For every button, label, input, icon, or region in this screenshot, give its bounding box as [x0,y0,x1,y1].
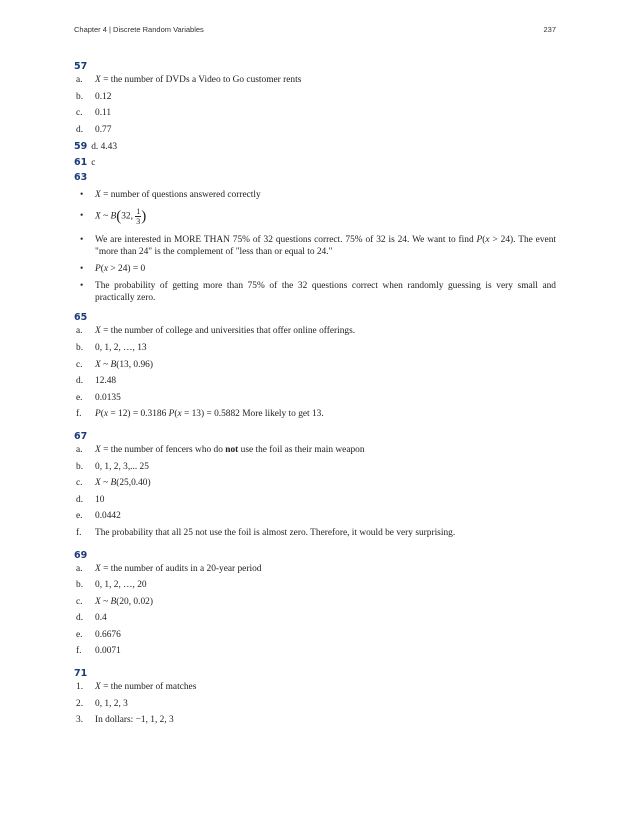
variable: X [95,75,101,85]
text: ~ [100,478,111,489]
question-71-header [74,668,556,681]
bullet-item [74,189,556,201]
item-label: b. [76,461,84,472]
item-text: 0, 1, 2, …, 20 [95,580,147,591]
answer-69f [74,645,556,662]
question-number: 67 [74,430,88,442]
item-text [95,681,196,693]
item-text: 0.12 [95,91,112,102]
text: > 24). The event "more than 24" is the complement of "less than or equal to 24." [95,235,556,258]
text: ~ [100,359,111,370]
item-label: 2. [76,698,84,709]
text: ( [100,409,104,420]
text: We are interested in MORE THAN 75% of 32 questions correct. 75% of 32 is 24. We want to find [95,235,477,246]
variable: x [177,409,182,420]
text: = the number of DVDs a Video to Go customer rents [100,75,302,85]
item-label: a. [76,75,83,85]
variable: P [476,235,483,246]
text: use the foil as their main weapon [238,444,365,455]
solutions-content [74,58,556,731]
item-label: c. [76,478,83,489]
answer-65a [74,325,556,342]
variable: X [95,563,101,574]
answer-67e [74,510,556,527]
answer-69b [74,579,556,596]
question-69-header [74,550,556,563]
item-label: d. [76,494,84,505]
answer-69a [74,563,556,580]
text: ~ [100,596,111,607]
answer-65d [74,375,556,392]
item-label: a. [76,563,83,574]
bullet: • [80,211,84,222]
answer-69d [74,612,556,629]
variable: X [95,326,101,337]
variable: x [103,264,109,275]
item-text [95,596,153,608]
question-63-header [74,172,556,185]
variable: P [95,264,101,275]
item-text: 0.0071 [95,646,121,657]
close-paren: ) [141,208,147,225]
item-label: a. [76,326,83,337]
text: = the number of audits in a 20-year period [100,563,262,574]
answer-67a [74,444,556,461]
variable: X [95,682,101,693]
item-text: 0, 1, 2, 3,... 25 [95,461,149,472]
text: = the number of fencers who do [100,444,226,455]
text: > 24) = 0 [108,264,146,275]
item-text: 0, 1, 2, …, 13 [95,342,147,353]
text: = the number of college and universities that offer online offerings. [100,326,356,337]
open-paren: ( [116,208,122,225]
item-label: 3. [76,715,84,726]
question-67-header [74,431,556,444]
item-label: e. [76,392,83,403]
answer-71-1 [74,681,556,698]
text: = 12) = 0.3186 [108,409,169,420]
item-text: 0.6676 [95,629,121,640]
bullet: • [80,235,84,246]
answer-65f [74,408,556,425]
item-text [95,563,261,575]
answer-71-3 [74,714,556,731]
answer-57c [74,107,556,124]
bullet-item [74,263,556,275]
answer-57d [74,124,556,141]
answer-67c [74,477,556,494]
bullet-item [74,207,556,226]
variable: x [103,409,109,420]
question-number: 57 [74,61,88,72]
answer-65c [74,359,556,376]
question-number: 59 [74,141,88,153]
text: (20, 0.02) [116,596,153,607]
page-header [74,25,556,34]
answer-65e [74,392,556,409]
answer-57b [74,91,556,108]
text: The probability of getting more than 75% of the 32 questions correct when randomly guessing is very small and practically zero. [95,281,556,304]
item-text: 12.48 [95,376,117,387]
item-label: e. [76,511,83,522]
text: ( [174,409,178,420]
answer-71-2 [74,698,556,715]
answer-text: d. 4.43 [91,142,118,153]
answer-67b [74,461,556,478]
item-text: 0.4 [95,613,107,624]
question-number: 61 [74,157,88,169]
variable: P [168,409,175,420]
variable: X [95,190,101,201]
question-number: 71 [74,668,88,680]
item-label: c. [76,359,83,370]
binomial-symbol: B [110,359,117,370]
bullet-item [74,234,556,258]
question-57-header [74,61,556,74]
item-text: 0.77 [95,124,112,135]
denominator: 3 [136,217,141,227]
emphasis: not [225,444,239,455]
variable: X [95,212,101,223]
question-number: 65 [74,312,88,324]
item-label: c. [76,596,83,607]
text: ( [482,235,486,246]
question-65-header [74,312,556,325]
item-text: 0.11 [95,108,112,119]
answer-63-list [74,189,556,304]
variable: X [95,596,101,607]
item-label: d. [76,124,84,135]
answer-text: c [91,158,96,169]
item-text [95,325,355,337]
text: (13, 0.96) [116,359,153,370]
bullet: • [80,281,84,292]
item-label: e. [76,629,83,640]
answer-67f [74,527,556,544]
item-label: d. [76,613,84,624]
binomial-symbol: B [110,212,117,223]
question-number: 69 [74,549,88,561]
bullet-item [74,280,556,304]
variable: X [95,444,101,455]
answer-57a [74,74,556,91]
variable: P [95,409,101,420]
item-text: 0.0135 [95,392,121,403]
text: 32, [121,212,136,223]
item-text: In dollars: −1, 1, 2, 3 [95,715,174,726]
item-text [95,359,153,371]
variable: x [485,235,490,246]
binomial-symbol: B [110,478,117,489]
answer-61 [74,157,556,172]
bullet: • [80,190,84,201]
item-label: c. [76,108,83,119]
text: ~ [100,212,111,223]
text: (25,0.40) [116,478,151,489]
answer-69e [74,629,556,646]
variable: X [95,478,101,489]
answer-65b [74,342,556,359]
text: = number of questions answered correctly [100,190,261,201]
text: = 13) = 0.5882 More likely to get 13. [181,409,324,420]
answer-59 [74,141,556,156]
item-text: 0, 1, 2, 3 [95,698,128,709]
numerator: 1 [136,207,141,217]
item-text: 10 [95,494,105,505]
chapter-title: Chapter 4 | Discrete Random Variables [74,25,204,34]
item-label: f. [76,527,82,538]
item-label: a. [76,444,83,455]
text: = the number of matches [100,682,197,693]
page-number: 237 [543,25,556,34]
item-label: b. [76,342,84,353]
item-text [95,477,151,489]
text: ( [100,264,104,275]
item-text [95,444,365,456]
item-label: 1. [76,682,84,693]
item-text: 0.0442 [95,511,121,522]
bullet: • [80,264,84,275]
answer-67d [74,494,556,511]
item-label: d. [76,376,84,387]
item-text [95,74,301,86]
item-label: b. [76,580,84,591]
question-number: 63 [74,172,88,184]
item-label: f. [76,409,82,420]
item-text: The probability that all 25 not use the foil is almost zero. Therefore, it would be very surprising. [95,527,456,538]
item-label: b. [76,91,84,102]
item-label: f. [76,646,82,657]
item-text [95,408,324,420]
variable: X [95,359,101,370]
answer-69c [74,596,556,613]
binomial-symbol: B [110,596,117,607]
